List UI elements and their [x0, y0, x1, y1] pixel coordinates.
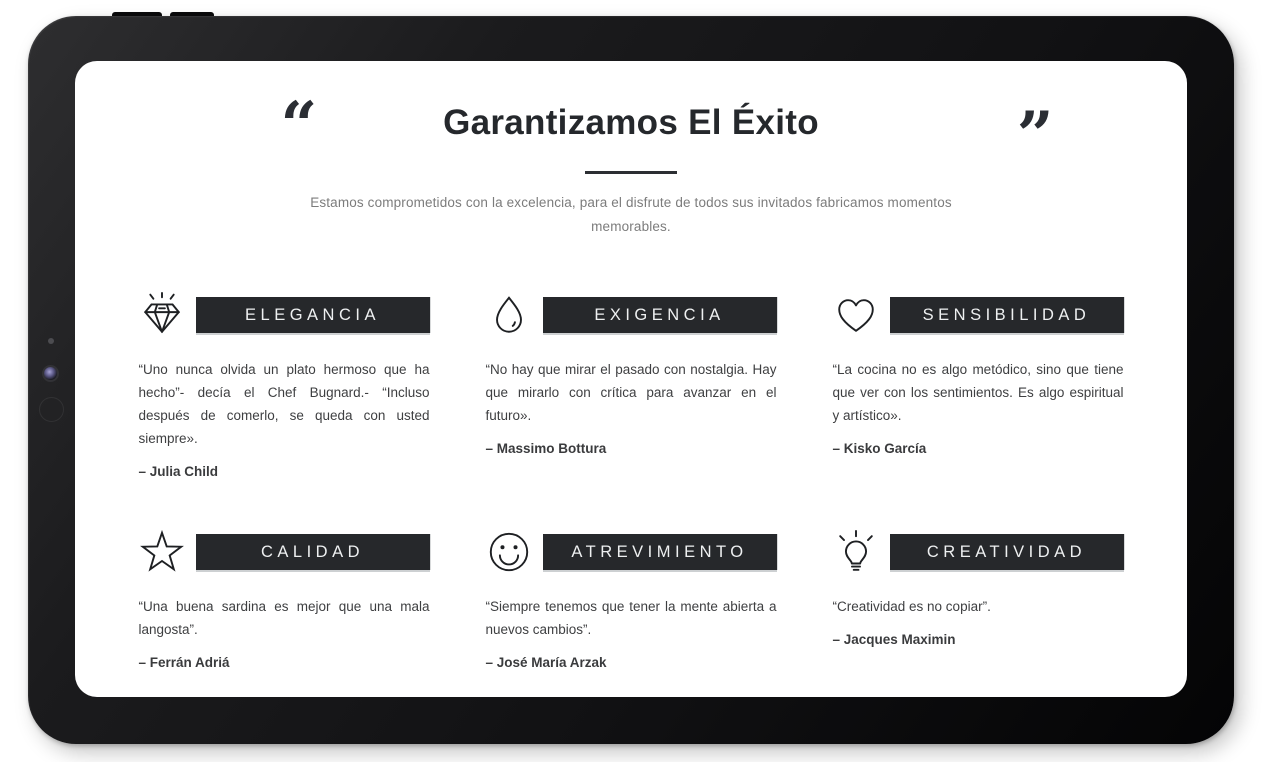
value-label: SENSIBILIDAD: [922, 306, 1091, 325]
star-icon: [139, 529, 185, 575]
value-card-elegancia: [139, 292, 430, 479]
card-header: [833, 292, 1124, 338]
value-label: ELEGANCIA: [245, 306, 380, 325]
value-author: – José María Arzak: [485, 654, 607, 670]
front-camera-icon: [42, 365, 59, 382]
tablet-screen: [75, 61, 1187, 697]
drop-icon: [486, 292, 532, 338]
card-header: [139, 529, 430, 575]
card-header: [486, 529, 777, 575]
card-header: [486, 292, 777, 338]
value-author: – Jacques Maximin: [832, 631, 956, 647]
card-header: [139, 292, 430, 338]
page-title: Garantizamos El Éxito: [443, 103, 819, 142]
value-label-bar: [196, 534, 430, 570]
bezel-ring: [39, 397, 64, 422]
value-author: – Kisko García: [832, 441, 927, 457]
card-header: [833, 529, 1124, 575]
value-label-bar: [196, 297, 430, 333]
value-label: EXIGENCIA: [594, 306, 725, 325]
value-author: – Julia Child: [138, 464, 219, 479]
title-divider: [585, 171, 677, 174]
value-label-bar: [543, 297, 777, 333]
sensor-dot: [48, 338, 54, 344]
value-card-sensibilidad: [833, 292, 1124, 479]
value-quote: “Siempre tenemos que tener la mente abierta a nuevos cambios”.: [485, 599, 777, 637]
value-quote: “Creatividad es no copiar”.: [832, 599, 991, 614]
close-quote-icon: ”: [1016, 98, 1054, 173]
value-quote: “No hay que mirar el pasado con nostalgia. Hay que mirarlo con crítica para avanzar en el futuro».: [485, 362, 777, 424]
section-subtitle: Estamos comprometidos con la excelencia, para el disfrute de todos sus invitados fabricamos momentos memorables.: [310, 195, 952, 234]
value-author: – Massimo Bottura: [485, 441, 607, 457]
lightbulb-icon: [833, 529, 879, 575]
value-card-atrevimiento: [486, 529, 777, 670]
smiley-icon: [486, 529, 532, 575]
value-label: ATREVIMIENTO: [571, 543, 748, 561]
value-label-bar: [543, 534, 777, 570]
values-section: [75, 61, 1187, 670]
value-label: CALIDAD: [260, 543, 365, 561]
section-header: [139, 88, 1124, 238]
open-quote-icon: “: [280, 88, 318, 163]
value-label: CREATIVIDAD: [926, 543, 1087, 561]
value-quote: “Uno nunca olvida un plato hermoso que ha hecho”- decía el Chef Bugnard.- “Incluso después de comerlo, se queda con usted siempre».: [138, 362, 430, 447]
heart-icon: [833, 292, 879, 338]
value-quote: “Una buena sardina es mejor que una mala langosta”.: [138, 599, 430, 637]
values-grid: [139, 292, 1124, 670]
value-label-bar: [890, 534, 1124, 570]
value-label-bar: [890, 297, 1124, 333]
tablet-frame: [28, 16, 1234, 744]
value-card-creatividad: [833, 529, 1124, 670]
value-card-calidad: [139, 529, 430, 670]
diamond-icon: [139, 292, 185, 338]
value-author: – Ferrán Adriá: [138, 654, 230, 670]
value-card-exigencia: [486, 292, 777, 479]
value-quote: “La cocina no es algo metódico, sino que tiene que ver con los sentimientos. Es algo espiritual y artístico».: [832, 362, 1124, 424]
